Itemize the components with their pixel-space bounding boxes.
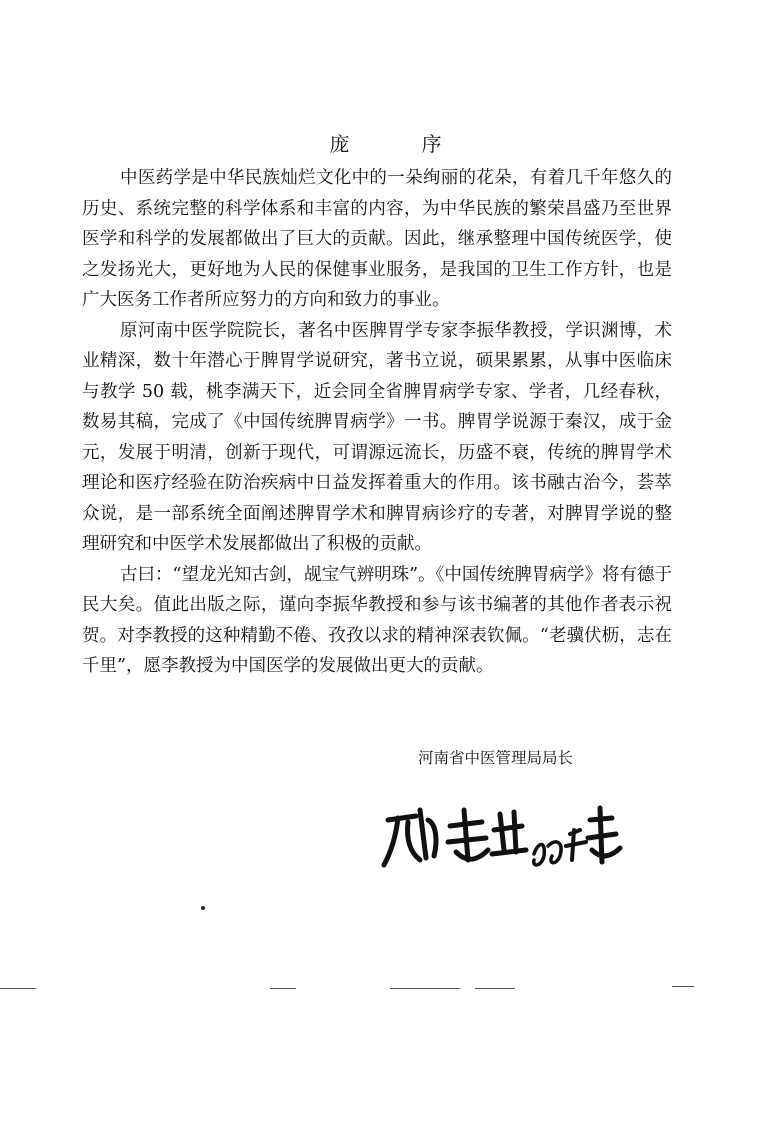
stray-mark [201, 906, 205, 910]
paragraph-2: 原河南中医学院院长，著名中医脾胃学专家李振华教授，学识渊博，术业精深，数十年潜心于脾胃学说研究，著书立说，硕果累累，从事中医临床与教学 50 载，桃李满天下，近会同全省脾胃病学专家、学者，几经春秋，数易其稿，完成了《中国传统脾胃病学》一书。脾胃学说源于秦汉，成于金元，发展于明清，创新于现代，可谓源远流长，历盛不衰，传统的脾胃学术理论和医疗经验在防治疾病中日益发挥着重大的作用。该书融古治今，荟萃众说，是一部系统全面阐述脾胃学术和脾胃病诊疗的专著，对脾胃学说的整理研究和中医学术发展都做出了积极的贡献。 [82, 320, 672, 554]
scan-line-1 [0, 988, 36, 989]
scan-line-5 [672, 986, 694, 987]
scan-line-4 [475, 988, 515, 989]
scan-line-2 [270, 988, 296, 989]
preface-body [82, 163, 672, 682]
page-title: 庞 序 [329, 132, 468, 156]
paragraph-1: 中医药学是中华民族灿烂文化中的一朵绚丽的花朵，有着几千年悠久的历史、系统完整的科学体系和丰富的内容，为中华民族的繁荣昌盛乃至世界医学和科学的发展都做出了巨大的贡献。因此，继承整理中国传统医学，使之发扬光大，更好地为人民的保健事业服务，是我国的卫生工作方针，也是广大医务工作者所应努力的方向和致力的事业。 [82, 168, 672, 310]
paragraph-3: 古曰：“望龙光知古剑，觇宝气辨明珠”。《中国传统脾胃病学》将有德于民大矣。值此出版之际，谨向李振华教授和参与该书编著的其他作者表示祝贺。对李教授的这种精勤不倦、孜孜以求的精神深表钦佩。“老骥伏枥，志在千里”，愿李教授为中国医学的发展做出更大的贡献。 [82, 564, 672, 676]
signatory-title: 河南省中医管理局局长 [418, 749, 574, 767]
scan-line-3 [390, 988, 460, 989]
handwritten-signature [376, 790, 636, 890]
